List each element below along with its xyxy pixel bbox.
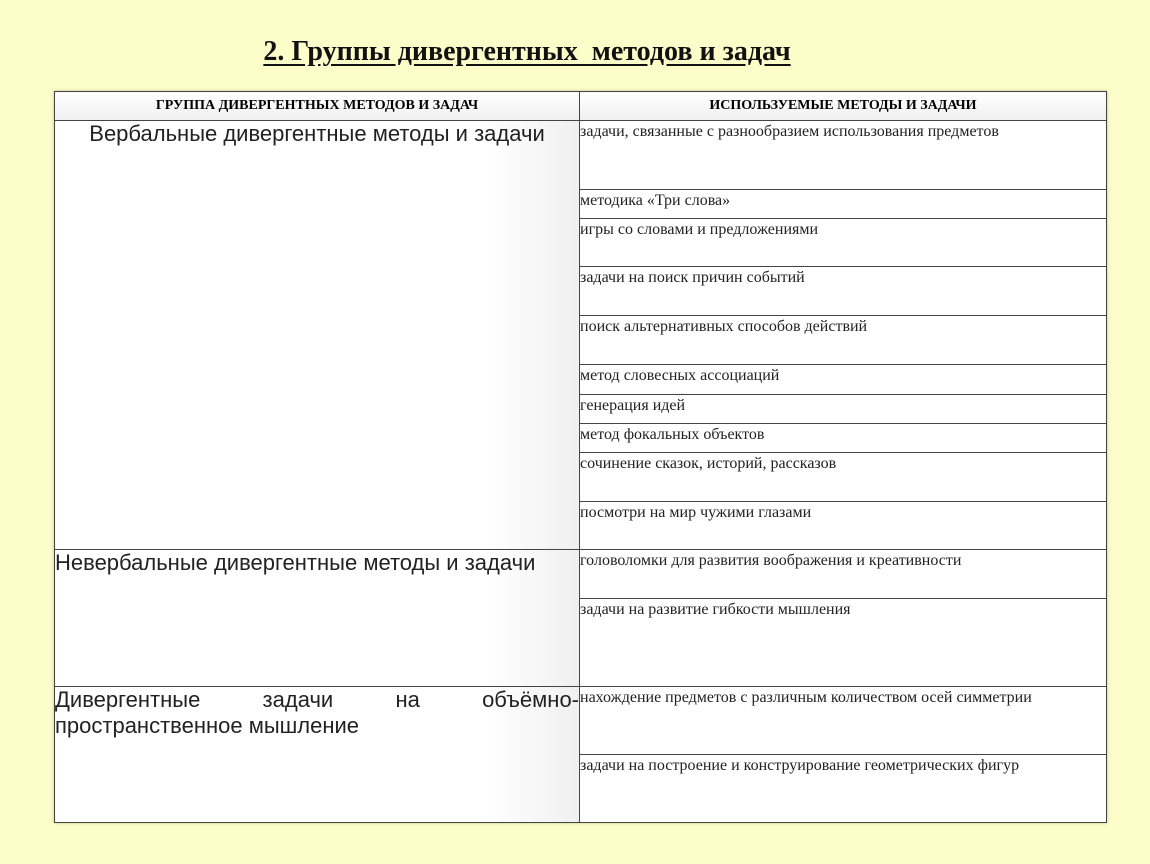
methods-table (54, 91, 1107, 823)
list-item: метод словесных ассоциаций (580, 365, 1107, 395)
page-title: 2. Группы дивергентных методов и задач (263, 36, 791, 67)
header-methods: ИСПОЛЬЗУЕМЫЕ МЕТОДЫ И ЗАДАЧИ (580, 92, 1107, 121)
table-row (55, 121, 1107, 190)
table-row (55, 550, 1107, 599)
group-verbal: Вербальные дивергентные методы и задачи (55, 121, 580, 550)
header-group: ГРУППА ДИВЕРГЕНТНЫХ МЕТОДОВ И ЗАДАЧ (55, 92, 580, 121)
group-nonverbal: Невербальные дивергентные методы и задачи (55, 550, 580, 687)
list-item: задачи на поиск причин событий (580, 267, 1107, 316)
list-item: задачи на развитие гибкости мышления (580, 599, 1107, 687)
table-header-row (55, 92, 1107, 121)
list-item: сочинение сказок, историй, рассказов (580, 453, 1107, 502)
list-item: нахождение предметов с различным количеством осей симметрии (580, 687, 1107, 755)
list-item: игры со словами и предложениями (580, 219, 1107, 267)
list-item: поиск альтернативных способов действий (580, 316, 1107, 365)
table-row (55, 687, 1107, 755)
list-item: посмотри на мир чужими глазами (580, 502, 1107, 550)
list-item: методика «Три слова» (580, 190, 1107, 219)
list-item: головоломки для развития воображения и креативности (580, 550, 1107, 599)
list-item: задачи на построение и конструирование геометрических фигур (580, 755, 1107, 823)
list-item: задачи, связанные с разнообразием использования предметов (580, 121, 1107, 190)
list-item: генерация идей (580, 395, 1107, 424)
group-spatial: Дивергентные задачи на объёмно-пространственное мышление (55, 687, 580, 823)
list-item: метод фокальных объектов (580, 424, 1107, 453)
